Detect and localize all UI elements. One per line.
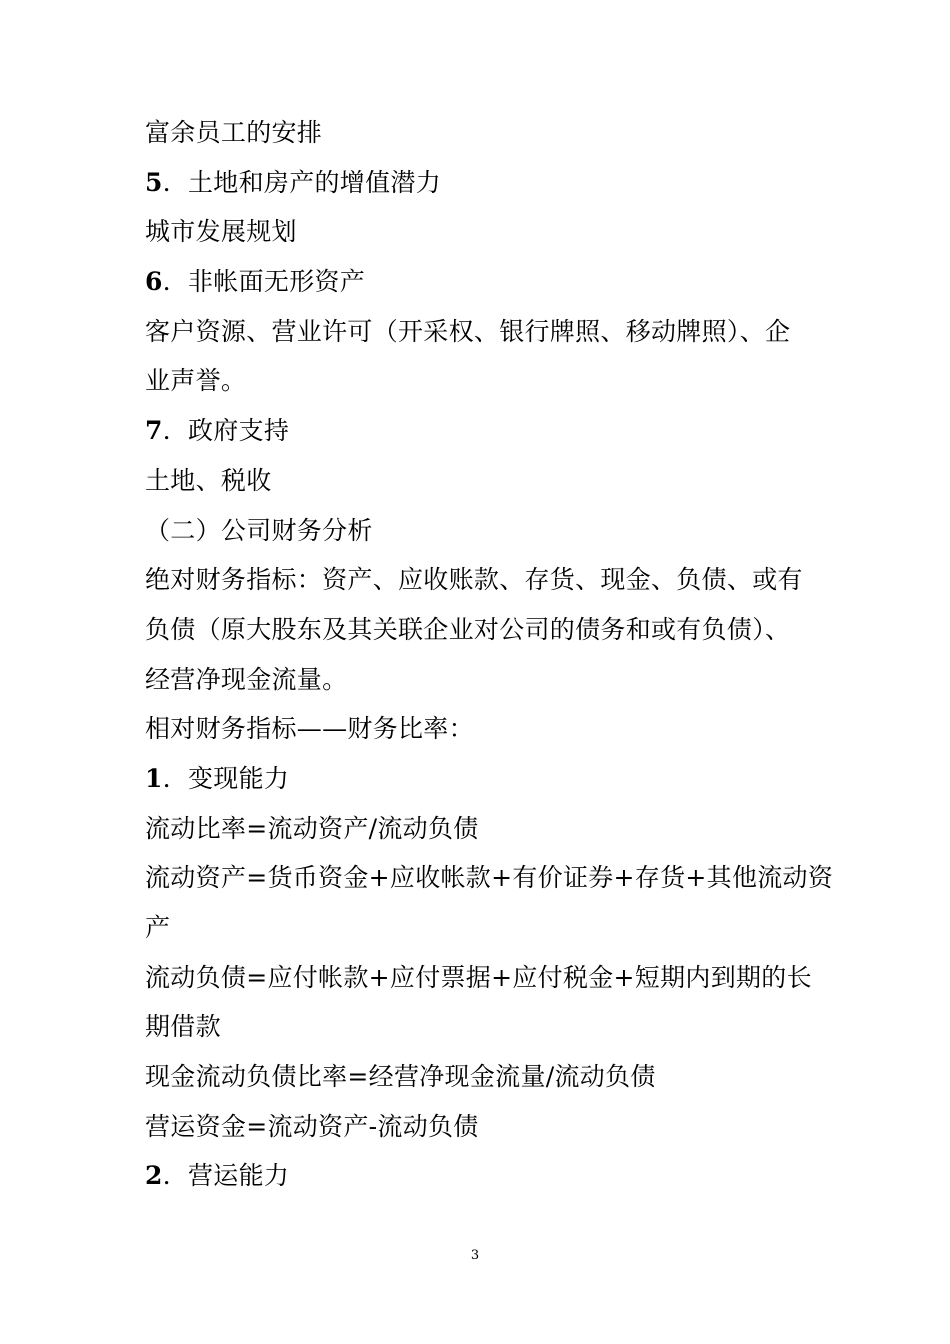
section-number: 7: [145, 416, 163, 446]
section-heading: [145, 158, 815, 208]
section-heading: [145, 754, 815, 804]
section-title: ．变现能力: [162, 763, 290, 793]
section-heading: [145, 257, 815, 307]
section-heading: [145, 1151, 815, 1201]
text-line: 客户资源、营业许可（开采权、银行牌照、移动牌照）、企: [145, 316, 791, 346]
text-line: 业声誉。: [145, 366, 247, 396]
section-number: 1: [145, 763, 163, 793]
section-title: ．政府支持: [162, 416, 290, 446]
formula-line: 流动比率=流动资产/流动负债: [145, 813, 479, 843]
section-number: 5: [145, 167, 163, 197]
section-number: 6: [145, 267, 163, 297]
text-line: 土地、税收: [145, 465, 272, 495]
text-line: 负债（原大股东及其关联企业对公司的债务和或有负债）、: [145, 614, 791, 644]
text-line: 绝对财务指标：资产、应收账款、存货、现金、负债、或有: [145, 565, 803, 595]
text-line: 相对财务指标——财务比率：: [145, 714, 474, 744]
document-body: [145, 108, 834, 1201]
formula-line: 产: [145, 913, 171, 942]
section-number: 2: [145, 1161, 163, 1191]
text-line: 城市发展规划: [145, 217, 297, 247]
section-title: ．土地和房产的增值潜力: [162, 167, 442, 197]
formula-line: 期借款: [145, 1012, 221, 1042]
formula-line: 营运资金=流动资产-流动负债: [145, 1111, 479, 1141]
formula-line: 现金流动负债比率=经营净现金流量/流动负债: [145, 1062, 656, 1092]
section-heading: [145, 406, 815, 456]
section-title: ．营运能力: [162, 1161, 290, 1191]
formula-line: 流动负债=应付帐款+应付票据+应付税金+短期内到期的长: [145, 962, 812, 992]
text-line: 富余员工的安排: [145, 118, 323, 147]
page-number: 3: [470, 1248, 480, 1263]
section-title: ．非帐面无形资产: [162, 267, 366, 297]
subsection-heading: （二）公司财务分析: [145, 515, 373, 545]
text-line: 经营净现金流量。: [145, 664, 348, 694]
formula-line: 流动资产=货币资金+应收帐款+有价证券+存货+其他流动资: [145, 863, 834, 893]
